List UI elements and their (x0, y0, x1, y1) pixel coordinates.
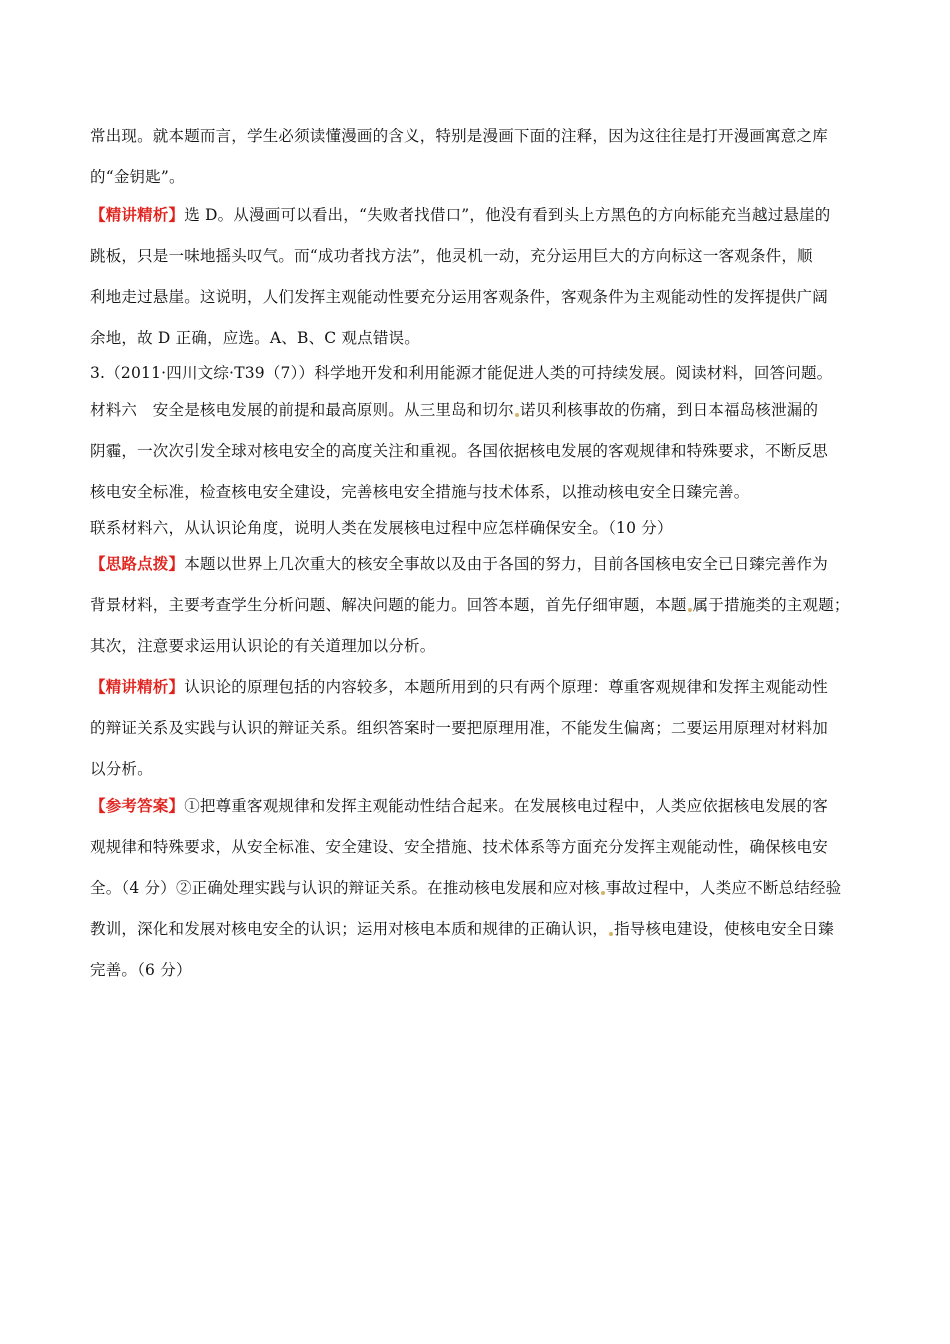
line-text: 诺贝利核事故的伤痛，到日本福岛核泄漏的 (519, 401, 819, 419)
section-label-jingjiang: 【精讲精析】 (90, 677, 185, 696)
line-text: 认识论的原理包括的内容较多，本题所用到的只有两个原理：尊重客观规律和发挥主观能动性 (184, 678, 828, 696)
question-prompt (90, 518, 673, 538)
line-text: 材料六 安全是核电发展的前提和最高原则。从三里岛和切尔 (90, 401, 514, 419)
text-line (90, 636, 435, 656)
line-text: 利地走过悬崖。这说明，人们发挥主观能动性要充分运用客观条件，客观条件为主观能动性的发挥提供广阔 (90, 288, 828, 306)
line-text: 阴霾，一次次引发全球对核电安全的高度关注和重视。各国依据核电发展的客观规律和特殊要求，不断反思 (90, 442, 828, 460)
line-text: 事故过程中，人类应不断总结经验 (605, 879, 842, 897)
text-line (90, 718, 828, 738)
line-text: ①把尊重客观规律和发挥主观能动性结合起来。在发展核电过程中，人类应依据核电发展的客 (184, 797, 828, 815)
line-text: 其次，注意要求运用认识论的有关道理加以分析。 (90, 637, 436, 655)
mark-dot-icon (515, 413, 519, 417)
line-text: 余地，故 D 正确，应选。A、B、C 观点错误。 (90, 329, 420, 347)
line-text: 完善。（6 分） (90, 961, 192, 979)
analysis-paragraph (90, 677, 828, 697)
text-line (90, 246, 813, 266)
line-text: 3.（2011·四川文综·T39（7））科学地开发和利用能源才能促进人类的可持续发展。阅读材料，回答问题。 (90, 364, 833, 382)
section-label-jingjiang: 【精讲精析】 (90, 205, 185, 224)
line-text: 的辩证关系及实践与认识的辩证关系。组织答案时一要把原理用准，不能发生偏离；二要运用原理对材料加 (90, 719, 828, 737)
text-line (90, 595, 850, 615)
line-text: 指导核电建设，使核电安全日臻 (614, 920, 834, 938)
line-text: 观规律和特殊要求，从安全标准、安全建设、安全措施、技术体系等方面充分发挥主观能动性，确保核电安 (90, 838, 828, 856)
text-line (90, 878, 841, 898)
line-text: 跳板，只是一味地摇头叹气。而“成功者找方法”，他灵机一动，充分运用巨大的方向标这一客观条件，顺 (90, 247, 813, 265)
text-line (90, 328, 420, 348)
mark-dot-icon (688, 608, 692, 612)
line-text: 教训，深化和发展对核电安全的认识；运用对核电本质和规律的正确认识， (90, 920, 609, 938)
text-line (90, 837, 828, 857)
section-label-silu: 【思路点拨】 (90, 554, 185, 573)
material-line (90, 400, 818, 420)
text-line (90, 167, 185, 187)
line-text: 属于措施类的主观题； (692, 596, 850, 614)
line-text: 全。（4 分）②正确处理实践与认识的辩证关系。在推动核电发展和应对核 (90, 879, 600, 897)
line-text: 以分析。 (90, 760, 153, 778)
analysis-paragraph (90, 205, 831, 225)
line-text: 核电安全标准，检查核电安全建设，完善核电安全措施与技术体系，以推动核电安全日臻完善。 (90, 483, 750, 501)
text-line (90, 126, 828, 146)
text-line (90, 960, 192, 980)
text-line (90, 919, 834, 939)
text-line (90, 759, 153, 779)
text-line (90, 482, 749, 502)
text-line (90, 441, 828, 461)
question-title (90, 363, 832, 383)
section-label-cankao: 【参考答案】 (90, 796, 185, 815)
text-line (90, 287, 828, 307)
line-text: 的“金钥匙”。 (90, 168, 185, 186)
line-text: 常出现。就本题而言，学生必须读懂漫画的含义，特别是漫画下面的注释，因为这往往是打开漫画寓意之库 (90, 127, 828, 145)
hint-paragraph (90, 554, 828, 574)
mark-dot-icon (601, 891, 605, 895)
line-text: 本题以世界上几次重大的核安全事故以及由于各国的努力，目前各国核电安全已日臻完善作为 (184, 555, 828, 573)
line-text: 背景材料，主要考查学生分析问题、解决问题的能力。回答本题，首先仔细审题，本题 (90, 596, 687, 614)
mark-dot-icon (609, 932, 613, 936)
line-text: 联系材料六，从认识论角度，说明人类在发展核电过程中应怎样确保安全。（10 分） (90, 519, 673, 537)
line-text: 选 D。从漫画可以看出，“失败者找借口”，他没有看到头上方黑色的方向标能充当越过悬崖的 (184, 206, 831, 224)
answer-paragraph (90, 796, 828, 816)
